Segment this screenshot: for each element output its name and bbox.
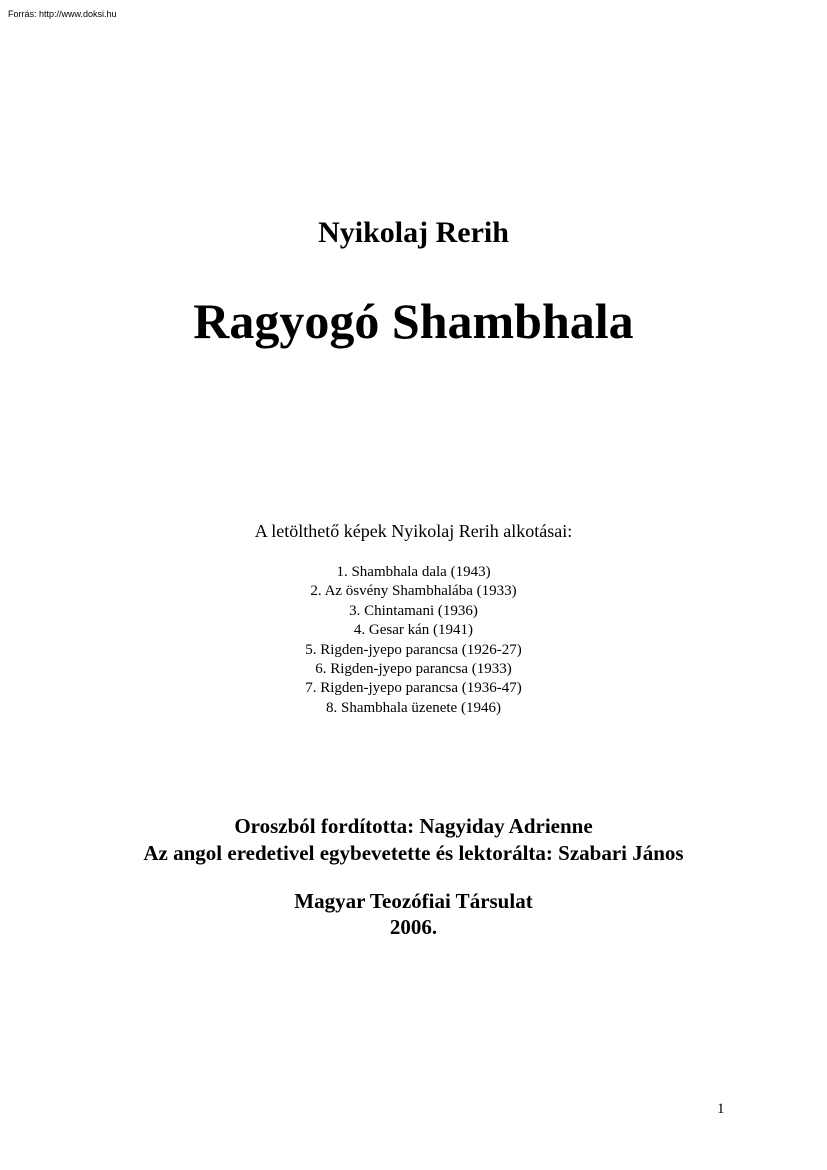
- image-list: [0, 563, 827, 718]
- credits-block: [0, 813, 827, 867]
- book-title: Ragyogó Shambhala: [193, 293, 634, 349]
- publication-year: 2006.: [389, 915, 438, 939]
- source-line: Forrás: http://www.doksi.hu: [8, 9, 117, 19]
- list-item: 4. Gesar kán (1941): [353, 622, 474, 639]
- author-name: Nyikolaj Rerih: [318, 216, 509, 249]
- editor-credit: Az angol eredetivel egybevetette és lektorálta: Szabari János: [143, 841, 684, 865]
- list-item: 5. Rigden-jyepo parancsa (1926-27): [305, 641, 522, 658]
- list-item: 3. Chintamani (1936): [349, 602, 478, 619]
- publisher-block: [0, 888, 827, 940]
- list-item: 1. Shambhala dala (1943): [336, 564, 491, 580]
- list-item: 7. Rigden-jyepo parancsa (1936-47): [305, 680, 522, 697]
- images-intro: A letölthető képek Nyikolaj Rerih alkotásai:: [254, 521, 573, 541]
- list-item: 6. Rigden-jyepo parancsa (1933): [315, 661, 512, 678]
- translator-credit: Oroszból fordította: Nagyiday Adrienne: [234, 814, 593, 838]
- list-item: 2. Az ösvény Shambhalába (1933): [310, 583, 517, 600]
- list-item: 8. Shambhala üzenete (1946): [326, 699, 501, 716]
- publisher-name: Magyar Teozófiai Társulat: [294, 889, 533, 913]
- page-number: 1: [717, 1101, 725, 1117]
